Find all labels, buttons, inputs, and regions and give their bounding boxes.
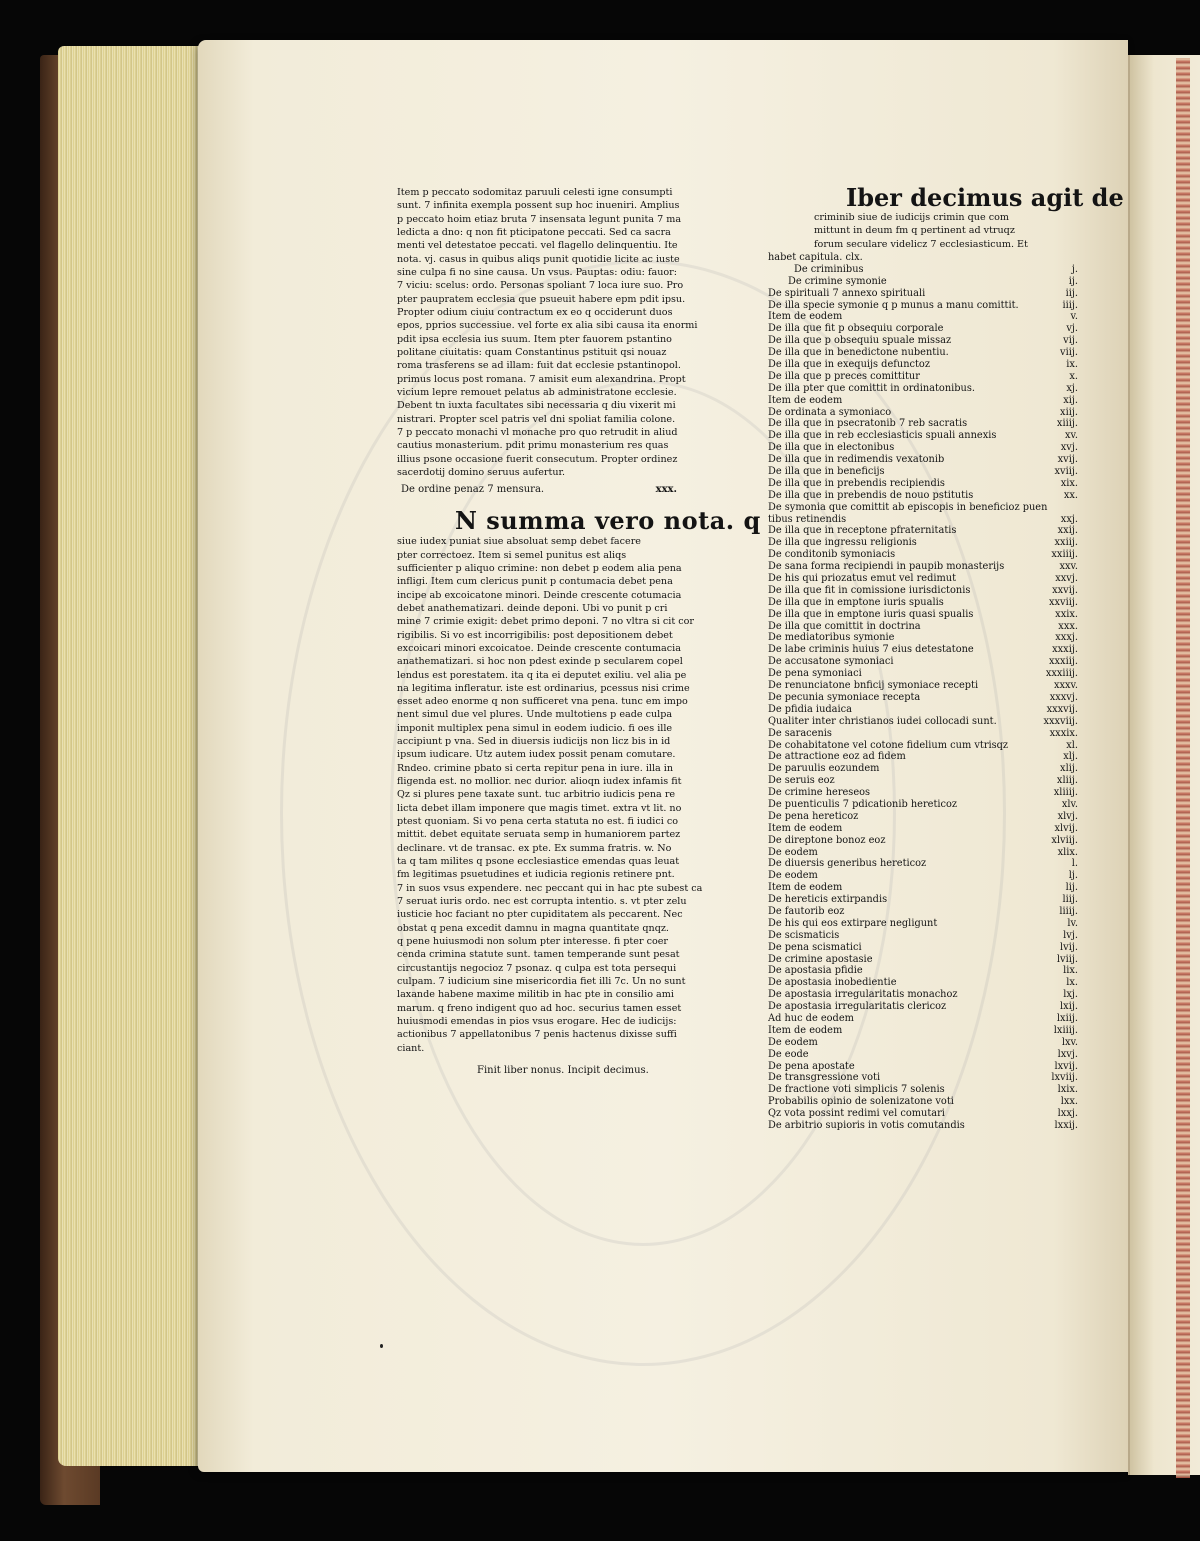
text-line: epos, pprios successiue. vel forte ex alia sibi causa ita enormi [397, 320, 698, 332]
toc-entry-title: De spirituali 7 annexo spirituali [768, 287, 926, 299]
toc-entry [768, 597, 1078, 609]
toc-entry-number: xj. [1066, 382, 1078, 394]
text-line: esset adeo enorme q non sufficeret vna pena. tunc em impo [397, 696, 688, 708]
toc-entry-title: De illa que in psecratonib 7 reb sacratis [768, 418, 968, 430]
text-line: nent simul due vel plures. Unde multotiens p eade culpa [397, 709, 673, 721]
toc-entry-title: De pena scismatici [768, 941, 862, 953]
toc-entry-number: lj. [1068, 870, 1078, 882]
toc-entry-number: xxvj. [1055, 573, 1078, 585]
text-line: licta debet illam imponere que magis timet. extra vt lit. no [397, 802, 682, 814]
text-line: actionibus 7 appellatonibus 7 penis hactenus dixisse suffi [397, 1029, 677, 1041]
toc-entry-number: xlvij. [1054, 822, 1078, 834]
text-line: sine culpa fi no sine causa. Un vsus. Pauptas: odiu: fauor: [397, 266, 677, 278]
toc-entry-number: xxiij. [1054, 537, 1078, 549]
text-line: vicium lepre remouet pelatus ab administratone ecclesie. [397, 386, 677, 398]
text-line: menti vel detestatoe peccati. vel flagello delinquentiu. Ite [397, 240, 678, 252]
left-text-column [397, 186, 761, 1077]
toc-entry-title: De transgressione voti [768, 1072, 881, 1084]
toc-entry-number: viij. [1060, 347, 1078, 359]
text-line: Debent tn iuxta facultates sibi necessaria q diu vixerit mi [397, 400, 676, 412]
text-line: q pene huiusmodi non solum pter interesse. fi pter coer [397, 936, 668, 948]
toc-entry-number: lxj. [1063, 989, 1078, 1001]
toc-entry-number: lxxj. [1057, 1108, 1078, 1120]
text-line: pdit ipsa ecclesia ius suum. Item pter fauorem pstantino [397, 333, 672, 345]
text-line: obstat q pena excedit damnu in magna quantitate qnqz. [397, 922, 669, 934]
toc-entry-number: ij. [1068, 275, 1078, 287]
toc-entry-number: x. [1069, 370, 1078, 382]
toc-entry-title: De pena hereticoz [768, 810, 859, 822]
toc-entry-title: De pena symoniaci [768, 668, 862, 680]
toc-entry [768, 930, 1078, 942]
toc-entry-number: iiij. [1062, 299, 1078, 311]
toc-entry-title: De illa que ingressu religionis [768, 537, 917, 549]
toc-entry-title: Item de eodem [768, 394, 843, 406]
toc-entry-number: xxxiij. [1049, 656, 1078, 668]
toc-entry-number: liij. [1062, 894, 1078, 906]
toc-entry-number: ix. [1066, 359, 1078, 370]
chapter-heading-row [397, 481, 707, 499]
toc-entry-number: xxxv. [1053, 680, 1078, 692]
right-text-column [768, 183, 1124, 1132]
toc-entry [768, 466, 1078, 478]
toc-entry-number: lx. [1066, 977, 1078, 989]
toc-entry-number: lviij. [1056, 953, 1078, 965]
toc-entry [768, 835, 1078, 847]
book-intro [814, 212, 1078, 252]
text-line: ipsum iudicare. Utz autem iudex possit penam comutare. [397, 749, 676, 761]
toc-entry [768, 965, 1078, 977]
toc-entry [768, 870, 1078, 882]
text-line: accipiunt p vna. Sed in diuersis iudicijs non licz bis in id [397, 736, 671, 748]
toc-entry [768, 1072, 1078, 1084]
toc-entry-number: xiij. [1060, 406, 1078, 418]
toc-entry [768, 787, 1078, 799]
toc-entry-title: De hereticis extirpandis [768, 894, 888, 906]
toc-entry-number: xliiij. [1053, 787, 1078, 799]
toc-entry [768, 1061, 1078, 1073]
toc-entry [768, 585, 1078, 597]
toc-entry-number: liiij. [1059, 905, 1078, 917]
toc-entry [768, 276, 1078, 288]
text-line: roma trasferens se ad illam: fuit dat ecclesie pstantinopol. [397, 360, 681, 372]
toc-entry-number: lxvij. [1054, 1060, 1078, 1072]
toc-entry [768, 442, 1078, 454]
chapter-heading: De ordine penaz 7 mensura. [401, 484, 545, 496]
toc-entry-number: xlix. [1057, 846, 1078, 858]
toc-entry-number: xxv. [1059, 561, 1078, 573]
toc-entry-number: lvij. [1060, 941, 1078, 953]
paragraph-2 [397, 535, 707, 1055]
toc-entry-number: lxij. [1060, 1001, 1078, 1013]
toc-entry-number: xl. [1066, 739, 1078, 751]
text-line: Qz si plures pene taxate sunt. tuc arbitrio iudicis pena re [397, 789, 676, 801]
toc-entry-title: De fautorib eoz [768, 905, 845, 917]
toc-entry-title: De illa que fit p obsequiu corporale [768, 323, 944, 335]
toc-entry-title: De criminibus [794, 263, 864, 275]
toc-entry-number: xij. [1063, 394, 1078, 406]
toc-entry-number: xxxviij. [1043, 715, 1078, 727]
toc-entry [768, 311, 1078, 323]
toc-entry-number: xx. [1063, 489, 1078, 501]
toc-entry [768, 537, 1078, 549]
toc-entry-title: De paruulis eozundem [768, 763, 880, 775]
toc-entry-title: De mediatoribus symonie [768, 632, 895, 644]
toc-entry [768, 763, 1078, 775]
toc-entry-title: De apostasia pfidie [768, 965, 863, 977]
toc-entry-title: De crimine hereseos [768, 787, 871, 799]
toc-entry-title: De conditonib symoniacis [768, 549, 896, 561]
toc-entry-number: xxviij. [1048, 596, 1078, 608]
toc-entry-number: xvij. [1057, 454, 1078, 466]
explicit-line: Finit liber nonus. Incipit decimus. [477, 1065, 649, 1077]
toc-entry-title: De eodem [768, 870, 818, 882]
toc-entry-number: xlv. [1061, 798, 1078, 810]
toc-entry-number: xlij. [1060, 763, 1078, 775]
toc-entry-title: tibus retinendis [768, 513, 847, 525]
toc-entry-number: xxix. [1055, 608, 1078, 620]
toc-entry-title: De pena apostate [768, 1060, 855, 1072]
text-line: iusticie hoc faciant no pter cupiditatem als peccarent. Nec [397, 909, 683, 921]
toc-entry [768, 668, 1078, 680]
text-line: pter paupratem ecclesia que psueuit habere epm pdit ipsu. [397, 293, 686, 305]
toc-entry-title: De attractione eoz ad fidem [768, 751, 906, 763]
text-line: debet anathematizari. deinde deponi. Ubi vo punit p cri [397, 602, 668, 614]
toc-entry-title: De illa que fit in comissione iurisdictonis [768, 584, 971, 596]
toc-entry [768, 728, 1078, 740]
text-line: rigibilis. Si vo est incorrigibilis: post depositionem debet [397, 629, 673, 641]
toc-entry-title: De illa que in beneficijs [768, 466, 885, 478]
toc-entry [768, 632, 1078, 644]
toc-entry-title: De apostasia inobedientie [768, 977, 897, 989]
toc-entry-title: De illa que in exequijs defunctoz [768, 359, 930, 370]
text-line: mittit. debet equitate seruata semp in humaniorem partez [397, 829, 681, 841]
text-line: nota. vj. casus in quibus aliqs punit quotidie licite ac iuste [397, 253, 680, 265]
text-line: Rndeo. crimine pbato si certa repitur pena in iure. illa in [397, 762, 674, 774]
text-line: anathematizari. si hoc non pdest exinde p secularem copel [397, 656, 683, 668]
toc-entry-number: xxiiij. [1051, 549, 1078, 561]
text-line: Item p peccato sodomitaz paruuli celesti igne consumpti [397, 187, 673, 198]
toc-entry-number: xxxvj. [1049, 691, 1078, 703]
toc-entry-title: De cohabitatone vel cotone fidelium cum vtrisqz [768, 739, 1009, 751]
toc-entry-title: De illa que in electonibus [768, 442, 895, 454]
toc-entry-number: vij. [1063, 335, 1078, 347]
toc-entry [768, 1049, 1078, 1061]
text-line: na legitima infleratur. iste est ordinarius, pcessus nisi crime [397, 682, 690, 694]
toc-entry-number: lxvj. [1057, 1048, 1078, 1060]
toc-entry [768, 692, 1078, 704]
toc-entry [768, 954, 1078, 966]
toc-entry [768, 1084, 1078, 1096]
toc-entry-title: De pfidia iudaica [768, 703, 852, 715]
toc-entry-number: xxvij. [1052, 584, 1078, 596]
toc-entry [768, 525, 1078, 537]
toc-entry [768, 906, 1078, 918]
toc-entry [768, 430, 1078, 442]
toc-entry-number: xxxvij. [1046, 703, 1078, 715]
toc-entry [768, 656, 1078, 668]
ink-speck [380, 1344, 383, 1348]
toc-entry-title: Probabilis opinio de solenizatone voti [768, 1096, 954, 1108]
toc-entry [768, 621, 1078, 633]
toc-entry-title: Item de eodem [768, 1024, 843, 1036]
text-line: huiusmodi emendas in pios vsus erogare. Hec de iudicijs: [397, 1016, 677, 1028]
toc-entry-number: lij. [1065, 882, 1078, 894]
toc-entry-title: De illa pter que comittit in ordinatonibus. [768, 382, 975, 394]
toc-entry [768, 1096, 1078, 1108]
toc-entry [768, 847, 1078, 859]
toc-entry [768, 894, 1078, 906]
toc-entry-title: De arbitrio supioris in votis comutandis [768, 1120, 965, 1131]
toc-entry-title: De saracenis [768, 727, 832, 739]
toc-entry-number: lxv. [1061, 1036, 1078, 1048]
toc-entry-title: Ad huc de eodem [768, 1012, 854, 1024]
toc-entry-number: lxiij. [1056, 1012, 1078, 1024]
text-line: mittunt in deum fm q pertinent ad vtruqz [814, 225, 1015, 237]
toc-entry-number: xliij. [1056, 775, 1078, 787]
toc-entry [768, 882, 1078, 894]
text-line: fligenda est. no mollior. nec durior. alioqn iudex infamis fit [397, 776, 682, 788]
toc-entry [768, 942, 1078, 954]
toc-entry [768, 264, 1078, 276]
toc-entry-title: De scismaticis [768, 929, 840, 941]
text-line: circustantijs negocioz 7 psonaz. q culpa est tota persequi [397, 962, 677, 974]
toc-entry [768, 323, 1078, 335]
toc-entry-title: De illa que comittit in doctrina [768, 620, 921, 632]
toc-entry [768, 704, 1078, 716]
text-line: lendus est porestatem. ita q ita ei deputet exiliu. vel alia pe [397, 669, 687, 681]
toc-entry [768, 407, 1078, 419]
toc-entry [768, 858, 1078, 870]
toc-entry-number: lxx. [1060, 1096, 1078, 1108]
toc-entry-number: lxiiij. [1053, 1024, 1078, 1036]
initial-heading: N summa vero nota. q [455, 506, 761, 536]
toc-entry-title: De diuersis generibus hereticoz [768, 858, 927, 870]
toc-entry [768, 609, 1078, 621]
toc-entry-title: De illa specie symonie q p munus a manu comittit. [768, 299, 1019, 311]
text-line: p peccato hoim etiaz bruta 7 insensata legunt punita 7 ma [397, 213, 682, 225]
toc-entry-title: De eodem [768, 1036, 818, 1048]
toc-entry-number: l. [1071, 858, 1078, 870]
toc-entry [768, 490, 1078, 502]
toc-entry-title: De crimine apostasie [768, 953, 873, 965]
toc-entry [768, 549, 1078, 561]
toc-entry [768, 418, 1078, 430]
toc-entry-number: xlviij. [1051, 834, 1078, 846]
toc-entry-title: De labe criminis huius 7 eius detestatone [768, 644, 974, 656]
text-line: 7 in suos vsus expendere. nec peccant qui in hac pte subest ca [397, 882, 703, 894]
toc-entry [768, 918, 1078, 930]
toc-entry [768, 502, 1078, 514]
text-line: forum seculare videlicz 7 ecclesiasticum. Et [814, 238, 1028, 250]
toc-entry-title: Item de eodem [768, 311, 843, 323]
toc-entry-number: xxj. [1060, 513, 1078, 525]
toc-entry-number: j. [1071, 263, 1078, 275]
toc-entry [768, 811, 1078, 823]
text-line: laxande habene maxime militib in hac pte in consilio ami [397, 989, 674, 1001]
text-line: illius psone occasione fuerit consecutum. Propter ordinez [397, 453, 678, 465]
text-line: ciant. [397, 1042, 425, 1054]
toc-entry [768, 383, 1078, 395]
text-line: cautius monasterium. pdit primu monasterium res quas [397, 440, 669, 452]
toc-entry [768, 300, 1078, 312]
toc-entry-title: De renunciatone bnficij symoniace recepti [768, 680, 979, 692]
toc-entry-number: xxxix. [1049, 727, 1078, 739]
toc-entry [768, 454, 1078, 466]
toc-entry-title: De illa que in redimendis vexatonib [768, 454, 945, 466]
toc-entry-number: xiiij. [1056, 418, 1078, 430]
text-line: infligi. Item cum clericus punit p contumacia debet pena [397, 576, 673, 588]
text-line: criminib siue de iudicijs crimin que com [814, 212, 1009, 223]
toc-entry [768, 1001, 1078, 1013]
toc-entry [768, 775, 1078, 787]
text-line: excoicari minori excoicatoe. Deinde crescente contumacia [397, 642, 681, 654]
book-title: Iber decimus agit de [846, 183, 1124, 212]
toc-entry-title: De eodem [768, 846, 818, 858]
toc-entry [768, 989, 1078, 1001]
toc-entry-title: Item de eodem [768, 822, 843, 834]
toc-entry [768, 799, 1078, 811]
toc-entry-number: lv. [1067, 917, 1078, 929]
toc-entry [768, 573, 1078, 585]
binding-headband [1176, 58, 1190, 1478]
text-line: siue iudex puniat siue absoluat semp debet facere [397, 536, 641, 548]
text-line: marum. q freno indigent quo ad hoc. securius tamen esset [397, 1002, 682, 1014]
chapter-number: xxx. [655, 484, 677, 496]
toc-entry-title: De apostasia irregularitatis monachoz [768, 989, 958, 1001]
toc-entry-number: lxviij. [1051, 1072, 1078, 1084]
toc-entry [768, 335, 1078, 347]
toc-entry-title: De puenticulis 7 pdicationib hereticoz [768, 798, 958, 810]
toc-entry-title: De sana forma recipiendi in paupib monasterijs [768, 561, 1005, 573]
toc-entry-title: Qz vota possint redimi vel comutari [768, 1108, 945, 1120]
toc-entry [768, 1025, 1078, 1037]
toc-entry-title: De seruis eoz [768, 775, 835, 787]
text-line: Propter odium ciuiu contractum ex eo q occiderunt duos [397, 306, 673, 318]
toc-entry-title: De illa que in benedictone nubentiu. [768, 347, 949, 359]
toc-intro-last: habet capitula. clx. [768, 251, 863, 263]
toc-entry-number: xviij. [1054, 466, 1078, 478]
toc-entry-number: xxxiiij. [1045, 668, 1078, 680]
text-line: nistrari. Propter scel patris vel dni spoliat familia colone. [397, 413, 676, 425]
toc-entry [768, 288, 1078, 300]
table-of-contents [768, 264, 1078, 1132]
text-line: pter correctoez. Item si semel punitus est aliqs [397, 549, 627, 561]
toc-entry-title: De illa que in emptone iuris spualis [768, 596, 944, 608]
toc-entry [768, 514, 1078, 526]
toc-entry-title: De illa que in receptone pfraternitatis [768, 525, 957, 537]
text-line: 7 seruat iuris ordo. nec est corrupta intentio. s. vt pter zelu [397, 896, 687, 908]
toc-entry [768, 823, 1078, 835]
toc-entry-number: xix. [1060, 477, 1078, 489]
toc-entry [768, 644, 1078, 656]
toc-entry [768, 1013, 1078, 1025]
toc-entry-title: De fractione voti simplicis 7 solenis [768, 1084, 945, 1096]
toc-entry-title: De illa que in reb ecclesiasticis spuali annexis [768, 430, 997, 442]
toc-entry [768, 977, 1078, 989]
text-line: mine 7 crimie exigit: debet primo deponi. 7 no vltra si cit cor [397, 616, 694, 628]
toc-entry-number: iij. [1065, 287, 1078, 299]
text-line: 7 viciu: scelus: ordo. Personas spoliant 7 loca iure suo. Pro [397, 280, 684, 292]
text-line: fm legitimas psuetudines et iudicia regionis retinere pnt. [397, 869, 675, 881]
text-line: politane ciuitatis: quam Constantinus pstituit qsi nouaz [397, 346, 667, 358]
toc-entry-title: Qualiter inter christianos iudei collocadi sunt. [768, 715, 997, 727]
toc-entry [768, 347, 1078, 359]
toc-entry-number: lvj. [1063, 929, 1078, 941]
toc-entry-title: De eode [768, 1048, 809, 1060]
toc-entry-title: De symonia que comittit ab episcopis in beneficioz puen [768, 501, 1048, 513]
toc-entry-number: vj. [1066, 323, 1078, 335]
toc-entry-title: Item de eodem [768, 882, 843, 894]
text-line: ptest quoniam. Si vo pena certa statuta no est. fi iudici co [397, 816, 678, 828]
toc-entry-number: lxix. [1057, 1084, 1078, 1096]
toc-entry-number: xvj. [1060, 442, 1078, 454]
toc-entry-title: De illa que in prebendis de nouo pstitutis [768, 489, 974, 501]
toc-entry-title: De accusatone symoniaci [768, 656, 894, 668]
toc-entry-title: De pecunia symoniace recepta [768, 691, 921, 703]
toc-entry [768, 740, 1078, 752]
text-line: ta q tam milites q psone ecclesiastice emendas quas leuat [397, 856, 680, 868]
toc-entry [768, 359, 1078, 371]
toc-entry-number: v. [1070, 311, 1078, 323]
text-line: culpam. 7 iudicium sine misericordia fiet illi 7c. Un no sunt [397, 976, 686, 988]
text-line: ledicta a dno: q non fit pticipatone peccati. Sed ca sacra [397, 226, 671, 238]
toc-entry-number: xxx. [1058, 620, 1078, 632]
toc-entry-title: De illa que in prebendis recipiendis [768, 477, 945, 489]
toc-entry [768, 1037, 1078, 1049]
page-edges [58, 46, 218, 1466]
toc-entry [768, 1108, 1078, 1120]
text-line: cenda crimina statute sunt. tamen temperande sunt pesat [397, 949, 680, 961]
paragraph-1 [397, 186, 707, 479]
toc-entry [768, 751, 1078, 763]
toc-entry-title: De illa que p obsequiu spuale missaz [768, 335, 952, 347]
toc-entry-number: xlj. [1063, 751, 1078, 763]
text-line: sunt. 7 infinita exempla possent sup hoc inueniri. Amplius [397, 200, 680, 212]
toc-entry [768, 680, 1078, 692]
toc-entry-title: De ordinata a symoniaco [768, 406, 892, 418]
toc-entry-number: xxij. [1057, 525, 1078, 537]
toc-entry-title: De illa que in emptone iuris quasi spualis [768, 608, 974, 620]
toc-entry-title: De his qui eos extirpare negligunt [768, 917, 938, 929]
toc-entry-number: lxxij. [1054, 1120, 1078, 1131]
toc-entry [768, 716, 1078, 728]
text-line: imponit multiplex pena simul in eodem iudicio. fi oes ille [397, 722, 673, 734]
toc-entry [768, 478, 1078, 490]
toc-entry [768, 1120, 1078, 1132]
text-line: 7 p peccato monachi vl monache pro quo retrudit in aliud [397, 426, 678, 438]
text-line: primus locus post romana. 7 amisit eum alexandrina. Propt [397, 373, 686, 385]
text-line: sufficienter p aliquo crimine: non debet p eodem alia pena [397, 562, 682, 574]
toc-entry-number: xlvj. [1057, 810, 1078, 822]
toc-entry-number: xxxj. [1055, 632, 1078, 644]
toc-entry-title: De crimine symonie [788, 275, 887, 287]
text-line: declinare. vt de transac. ex pte. Ex summa fratris. w. No [397, 842, 672, 854]
toc-entry-title: De illa que p preces comittitur [768, 370, 920, 382]
toc-entry-title: De his qui priozatus emut vel redimut [768, 573, 957, 585]
toc-entry-number: xxxij. [1052, 644, 1078, 656]
toc-entry-number: lix. [1063, 965, 1078, 977]
text-line: incipe ab excoicatone minori. Deinde crescente cotumacia [397, 589, 682, 601]
toc-entry-number: xv. [1064, 430, 1078, 442]
toc-entry [768, 395, 1078, 407]
toc-entry [768, 561, 1078, 573]
toc-entry [768, 371, 1078, 383]
text-line: sacerdotij domino seruus aufertur. [397, 466, 566, 478]
toc-entry-title: De apostasia irregularitatis clericoz [768, 1001, 947, 1013]
toc-entry-title: De direptone bonoz eoz [768, 834, 886, 846]
